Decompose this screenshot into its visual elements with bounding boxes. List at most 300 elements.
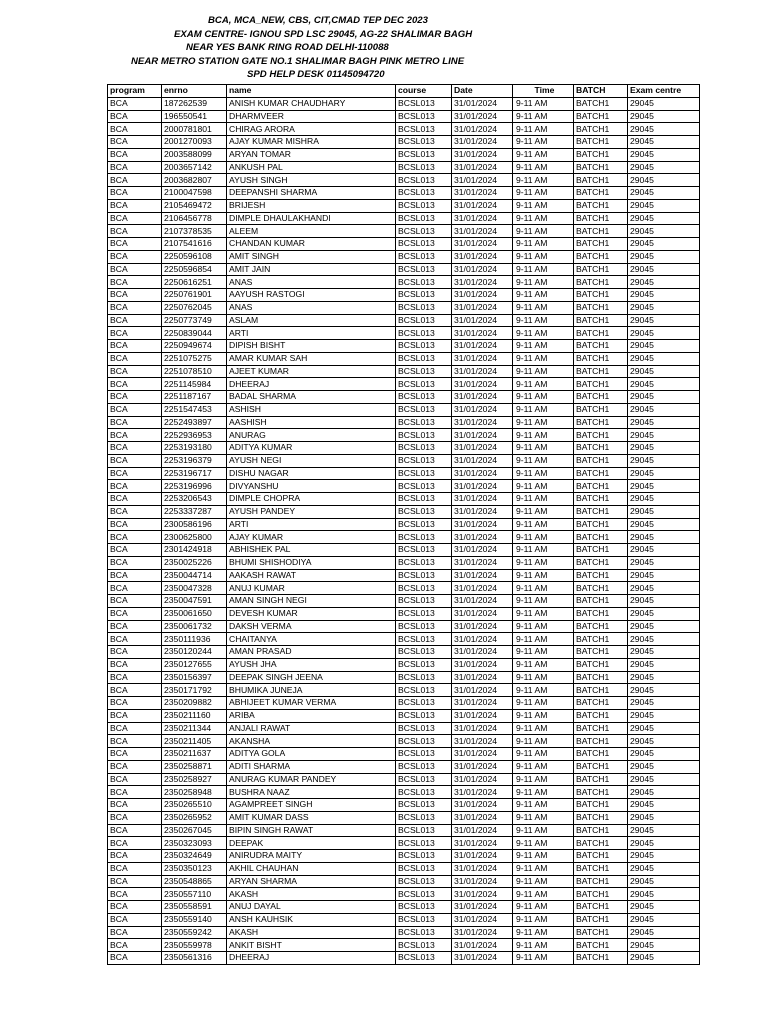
name-cell: AASHISH [227, 416, 396, 429]
program-cell: BCA [108, 607, 162, 620]
time-cell: 9-11 AM [513, 187, 574, 200]
date-cell: 31/01/2024 [452, 289, 513, 302]
name-cell: ANAS [227, 276, 396, 289]
course-cell: BCSL013 [396, 901, 452, 914]
time-cell: 9-11 AM [513, 174, 574, 187]
time-cell: 9-11 AM [513, 199, 574, 212]
time-cell: 9-11 AM [513, 518, 574, 531]
batch-cell: BATCH1 [574, 518, 628, 531]
time-cell: 9-11 AM [513, 939, 574, 952]
program-cell: BCA [108, 684, 162, 697]
date-cell: 31/01/2024 [452, 646, 513, 659]
date-cell: 31/01/2024 [452, 901, 513, 914]
table-row [108, 722, 700, 735]
enrolment-cell: 2250773749 [162, 314, 227, 327]
course-cell: BCSL013 [396, 480, 452, 493]
table-row [108, 862, 700, 875]
table-row [108, 110, 700, 123]
program-cell: BCA [108, 646, 162, 659]
enrolment-cell: 2350323093 [162, 837, 227, 850]
date-cell: 31/01/2024 [452, 442, 513, 455]
date-cell: 31/01/2024 [452, 939, 513, 952]
exam-centre-cell: 29045 [628, 811, 700, 824]
enrolment-cell: 2350047328 [162, 582, 227, 595]
exam-centre-cell: 29045 [628, 901, 700, 914]
course-cell: BCSL013 [396, 748, 452, 761]
date-cell: 31/01/2024 [452, 199, 513, 212]
table-row [108, 569, 700, 582]
column-header: program [108, 85, 162, 98]
date-cell: 31/01/2024 [452, 888, 513, 901]
enrolment-cell: 2300586196 [162, 518, 227, 531]
time-cell: 9-11 AM [513, 671, 574, 684]
enrolment-cell: 2250596108 [162, 250, 227, 263]
enrolment-cell: 2350559242 [162, 926, 227, 939]
time-cell: 9-11 AM [513, 212, 574, 225]
batch-cell: BATCH1 [574, 199, 628, 212]
enrolment-cell: 2350258871 [162, 760, 227, 773]
exam-centre-cell: 29045 [628, 799, 700, 812]
exam-centre-cell: 29045 [628, 148, 700, 161]
exam-centre-cell: 29045 [628, 633, 700, 646]
date-cell: 31/01/2024 [452, 391, 513, 404]
program-cell: BCA [108, 926, 162, 939]
course-cell: BCSL013 [396, 391, 452, 404]
enrolment-cell: 2251075275 [162, 352, 227, 365]
batch-cell: BATCH1 [574, 429, 628, 442]
course-cell: BCSL013 [396, 403, 452, 416]
name-cell: ADITYA GOLA [227, 748, 396, 761]
exam-centre-cell: 29045 [628, 250, 700, 263]
exam-centre-cell: 29045 [628, 913, 700, 926]
enrolment-cell: 2250616251 [162, 276, 227, 289]
name-cell: AMIT JAIN [227, 263, 396, 276]
exam-centre-cell: 29045 [628, 773, 700, 786]
date-cell: 31/01/2024 [452, 429, 513, 442]
enrolment-cell: 2253196996 [162, 480, 227, 493]
batch-cell: BATCH1 [574, 658, 628, 671]
batch-cell: BATCH1 [574, 926, 628, 939]
exam-centre-cell: 29045 [628, 454, 700, 467]
date-cell: 31/01/2024 [452, 263, 513, 276]
program-cell: BCA [108, 391, 162, 404]
time-cell: 9-11 AM [513, 391, 574, 404]
exam-centre-cell: 29045 [628, 518, 700, 531]
time-cell: 9-11 AM [513, 722, 574, 735]
table-row [108, 926, 700, 939]
date-cell: 31/01/2024 [452, 837, 513, 850]
batch-cell: BATCH1 [574, 824, 628, 837]
date-cell: 31/01/2024 [452, 760, 513, 773]
name-cell: AGAMPREET SINGH [227, 799, 396, 812]
time-cell: 9-11 AM [513, 799, 574, 812]
program-cell: BCA [108, 888, 162, 901]
enrolment-cell: 2350557110 [162, 888, 227, 901]
exam-centre-cell: 29045 [628, 174, 700, 187]
exam-centre-cell: 29045 [628, 824, 700, 837]
exam-centre-cell: 29045 [628, 340, 700, 353]
exam-centre-cell: 29045 [628, 327, 700, 340]
name-cell: AKASH [227, 888, 396, 901]
course-cell: BCSL013 [396, 250, 452, 263]
header-title: BCA, MCA_NEW, CBS, CIT,CMAD TEP DEC 2023 [208, 15, 428, 26]
name-cell: ANAS [227, 301, 396, 314]
batch-cell: BATCH1 [574, 722, 628, 735]
course-cell: BCSL013 [396, 926, 452, 939]
enrolment-cell: 2250596854 [162, 263, 227, 276]
program-cell: BCA [108, 735, 162, 748]
table-row [108, 773, 700, 786]
course-cell: BCSL013 [396, 569, 452, 582]
name-cell: ANKUSH PAL [227, 161, 396, 174]
course-cell: BCSL013 [396, 735, 452, 748]
batch-cell: BATCH1 [574, 161, 628, 174]
enrolment-cell: 2350044714 [162, 569, 227, 582]
program-cell: BCA [108, 658, 162, 671]
name-cell: ARYAN SHARMA [227, 875, 396, 888]
course-cell: BCSL013 [396, 123, 452, 136]
date-cell: 31/01/2024 [452, 327, 513, 340]
time-cell: 9-11 AM [513, 314, 574, 327]
program-cell: BCA [108, 493, 162, 506]
table-row [108, 709, 700, 722]
course-cell: BCSL013 [396, 263, 452, 276]
enrolment-cell: 2350324649 [162, 850, 227, 863]
batch-cell: BATCH1 [574, 684, 628, 697]
time-cell: 9-11 AM [513, 620, 574, 633]
date-cell: 31/01/2024 [452, 875, 513, 888]
exam-centre-cell: 29045 [628, 850, 700, 863]
enrolment-cell: 2350211405 [162, 735, 227, 748]
course-cell: BCSL013 [396, 429, 452, 442]
batch-cell: BATCH1 [574, 582, 628, 595]
time-cell: 9-11 AM [513, 748, 574, 761]
batch-cell: BATCH1 [574, 174, 628, 187]
program-cell: BCA [108, 556, 162, 569]
course-cell: BCSL013 [396, 493, 452, 506]
program-cell: BCA [108, 595, 162, 608]
enrolment-cell: 2350267045 [162, 824, 227, 837]
date-cell: 31/01/2024 [452, 786, 513, 799]
exam-centre-cell: 29045 [628, 97, 700, 110]
course-cell: BCSL013 [396, 939, 452, 952]
date-cell: 31/01/2024 [452, 148, 513, 161]
name-cell: BADAL SHARMA [227, 391, 396, 404]
table-row [108, 544, 700, 557]
program-cell: BCA [108, 136, 162, 149]
batch-cell: BATCH1 [574, 544, 628, 557]
date-cell: 31/01/2024 [452, 136, 513, 149]
course-cell: BCSL013 [396, 110, 452, 123]
time-cell: 9-11 AM [513, 480, 574, 493]
time-cell: 9-11 AM [513, 505, 574, 518]
exam-centre-cell: 29045 [628, 429, 700, 442]
exam-centre-cell: 29045 [628, 301, 700, 314]
date-cell: 31/01/2024 [452, 709, 513, 722]
program-cell: BCA [108, 799, 162, 812]
date-cell: 31/01/2024 [452, 633, 513, 646]
exam-centre-cell: 29045 [628, 939, 700, 952]
batch-cell: BATCH1 [574, 187, 628, 200]
batch-cell: BATCH1 [574, 952, 628, 965]
course-cell: BCSL013 [396, 850, 452, 863]
date-cell: 31/01/2024 [452, 582, 513, 595]
course-cell: BCSL013 [396, 760, 452, 773]
batch-cell: BATCH1 [574, 352, 628, 365]
name-cell: ABHISHEK PAL [227, 544, 396, 557]
document-header [0, 14, 768, 82]
program-cell: BCA [108, 760, 162, 773]
exam-centre-cell: 29045 [628, 263, 700, 276]
table-row [108, 786, 700, 799]
course-cell: BCSL013 [396, 799, 452, 812]
program-cell: BCA [108, 238, 162, 251]
program-cell: BCA [108, 263, 162, 276]
table-row [108, 799, 700, 812]
enrolment-cell: 2105469472 [162, 199, 227, 212]
name-cell: ASLAM [227, 314, 396, 327]
name-cell: AKASH [227, 926, 396, 939]
course-cell: BCSL013 [396, 837, 452, 850]
program-cell: BCA [108, 199, 162, 212]
batch-cell: BATCH1 [574, 901, 628, 914]
table-row [108, 646, 700, 659]
date-cell: 31/01/2024 [452, 811, 513, 824]
exam-centre-cell: 29045 [628, 531, 700, 544]
enrolment-cell: 2350025226 [162, 556, 227, 569]
date-cell: 31/01/2024 [452, 123, 513, 136]
course-cell: BCSL013 [396, 352, 452, 365]
enrolment-cell: 2350548865 [162, 875, 227, 888]
course-cell: BCSL013 [396, 136, 452, 149]
exam-centre-cell: 29045 [628, 837, 700, 850]
enrolment-cell: 2250762045 [162, 301, 227, 314]
exam-centre-cell: 29045 [628, 748, 700, 761]
name-cell: AYUSH NEGI [227, 454, 396, 467]
name-cell: CHIRAG ARORA [227, 123, 396, 136]
time-cell: 9-11 AM [513, 595, 574, 608]
program-cell: BCA [108, 467, 162, 480]
course-cell: BCSL013 [396, 658, 452, 671]
course-cell: BCSL013 [396, 684, 452, 697]
table-row [108, 391, 700, 404]
program-cell: BCA [108, 429, 162, 442]
batch-cell: BATCH1 [574, 837, 628, 850]
name-cell: DHEERAJ [227, 952, 396, 965]
name-cell: BUSHRA NAAZ [227, 786, 396, 799]
name-cell: ANURAG KUMAR PANDEY [227, 773, 396, 786]
course-cell: BCSL013 [396, 556, 452, 569]
exam-centre-cell: 29045 [628, 862, 700, 875]
exam-centre-cell: 29045 [628, 735, 700, 748]
program-cell: BCA [108, 582, 162, 595]
course-cell: BCSL013 [396, 327, 452, 340]
batch-cell: BATCH1 [574, 391, 628, 404]
course-cell: BCSL013 [396, 174, 452, 187]
course-cell: BCSL013 [396, 416, 452, 429]
course-cell: BCSL013 [396, 773, 452, 786]
date-cell: 31/01/2024 [452, 850, 513, 863]
table-row [108, 352, 700, 365]
exam-centre-cell: 29045 [628, 722, 700, 735]
enrolment-cell: 2350559978 [162, 939, 227, 952]
exam-centre-cell: 29045 [628, 582, 700, 595]
program-cell: BCA [108, 416, 162, 429]
course-cell: BCSL013 [396, 225, 452, 238]
course-cell: BCSL013 [396, 544, 452, 557]
course-cell: BCSL013 [396, 378, 452, 391]
name-cell: ARTI [227, 327, 396, 340]
column-header: Date [452, 85, 513, 98]
course-cell: BCSL013 [396, 97, 452, 110]
enrolment-cell: 2251145984 [162, 378, 227, 391]
enrolment-cell: 2350561316 [162, 952, 227, 965]
table-row [108, 123, 700, 136]
exam-centre-cell: 29045 [628, 493, 700, 506]
program-cell: BCA [108, 913, 162, 926]
program-cell: BCA [108, 722, 162, 735]
enrolment-cell: 2350258948 [162, 786, 227, 799]
name-cell: AAKASH RAWAT [227, 569, 396, 582]
exam-centre-cell: 29045 [628, 646, 700, 659]
date-cell: 31/01/2024 [452, 480, 513, 493]
time-cell: 9-11 AM [513, 824, 574, 837]
table-row [108, 199, 700, 212]
exam-centre-cell: 29045 [628, 671, 700, 684]
name-cell: ANJALI RAWAT [227, 722, 396, 735]
exam-centre-cell: 29045 [628, 378, 700, 391]
date-cell: 31/01/2024 [452, 467, 513, 480]
course-cell: BCSL013 [396, 148, 452, 161]
table-row [108, 901, 700, 914]
table-row [108, 340, 700, 353]
enrolment-cell: 2350265952 [162, 811, 227, 824]
table-row [108, 454, 700, 467]
course-cell: BCSL013 [396, 697, 452, 710]
enrolment-cell: 2350120244 [162, 646, 227, 659]
time-cell: 9-11 AM [513, 786, 574, 799]
date-cell: 31/01/2024 [452, 493, 513, 506]
name-cell: CHAITANYA [227, 633, 396, 646]
time-cell: 9-11 AM [513, 493, 574, 506]
enrolment-cell: 2106456778 [162, 212, 227, 225]
course-cell: BCSL013 [396, 467, 452, 480]
course-cell: BCSL013 [396, 289, 452, 302]
course-cell: BCSL013 [396, 212, 452, 225]
course-cell: BCSL013 [396, 531, 452, 544]
program-cell: BCA [108, 773, 162, 786]
table-row [108, 582, 700, 595]
exam-centre-cell: 29045 [628, 926, 700, 939]
table-row [108, 671, 700, 684]
program-cell: BCA [108, 850, 162, 863]
course-cell: BCSL013 [396, 620, 452, 633]
name-cell: AAYUSH RASTOGI [227, 289, 396, 302]
date-cell: 31/01/2024 [452, 862, 513, 875]
exam-centre-cell: 29045 [628, 467, 700, 480]
program-cell: BCA [108, 671, 162, 684]
date-cell: 31/01/2024 [452, 416, 513, 429]
table-row [108, 187, 700, 200]
name-cell: ARIBA [227, 709, 396, 722]
table-row [108, 658, 700, 671]
date-cell: 31/01/2024 [452, 403, 513, 416]
time-cell: 9-11 AM [513, 340, 574, 353]
exam-centre-cell: 29045 [628, 875, 700, 888]
enrolment-cell: 2350559140 [162, 913, 227, 926]
name-cell: ANUJ KUMAR [227, 582, 396, 595]
enrolment-cell: 2350111936 [162, 633, 227, 646]
enrolment-cell: 2301424918 [162, 544, 227, 557]
batch-cell: BATCH1 [574, 505, 628, 518]
program-cell: BCA [108, 174, 162, 187]
table-row [108, 952, 700, 965]
exam-centre-cell: 29045 [628, 607, 700, 620]
time-cell: 9-11 AM [513, 607, 574, 620]
enrolment-cell: 187262539 [162, 97, 227, 110]
batch-cell: BATCH1 [574, 735, 628, 748]
name-cell: BHUMI SHISHODIYA [227, 556, 396, 569]
batch-cell: BATCH1 [574, 238, 628, 251]
table-row [108, 174, 700, 187]
date-cell: 31/01/2024 [452, 569, 513, 582]
name-cell: BHUMIKA JUNEJA [227, 684, 396, 697]
program-cell: BCA [108, 289, 162, 302]
program-cell: BCA [108, 187, 162, 200]
batch-cell: BATCH1 [574, 212, 628, 225]
date-cell: 31/01/2024 [452, 773, 513, 786]
exam-centre-cell: 29045 [628, 403, 700, 416]
name-cell: ABHIJEET KUMAR VERMA [227, 697, 396, 710]
table-row [108, 225, 700, 238]
time-cell: 9-11 AM [513, 276, 574, 289]
table-row [108, 735, 700, 748]
column-header: course [396, 85, 452, 98]
program-cell: BCA [108, 403, 162, 416]
course-cell: BCSL013 [396, 340, 452, 353]
table-row [108, 480, 700, 493]
name-cell: ANURAG [227, 429, 396, 442]
batch-cell: BATCH1 [574, 799, 628, 812]
enrolment-cell: 2350127655 [162, 658, 227, 671]
name-cell: CHANDAN KUMAR [227, 238, 396, 251]
course-cell: BCSL013 [396, 786, 452, 799]
table-row [108, 888, 700, 901]
exam-roster-table [107, 84, 700, 965]
exam-centre-cell: 29045 [628, 123, 700, 136]
enrolment-cell: 2253196717 [162, 467, 227, 480]
course-cell: BCSL013 [396, 811, 452, 824]
program-cell: BCA [108, 161, 162, 174]
name-cell: ANUJ DAYAL [227, 901, 396, 914]
batch-cell: BATCH1 [574, 760, 628, 773]
time-cell: 9-11 AM [513, 658, 574, 671]
date-cell: 31/01/2024 [452, 544, 513, 557]
batch-cell: BATCH1 [574, 595, 628, 608]
date-cell: 31/01/2024 [452, 212, 513, 225]
date-cell: 31/01/2024 [452, 595, 513, 608]
program-cell: BCA [108, 212, 162, 225]
program-cell: BCA [108, 301, 162, 314]
batch-cell: BATCH1 [574, 786, 628, 799]
program-cell: BCA [108, 952, 162, 965]
enrolment-cell: 2350209882 [162, 697, 227, 710]
date-cell: 31/01/2024 [452, 174, 513, 187]
batch-cell: BATCH1 [574, 569, 628, 582]
exam-centre-cell: 29045 [628, 161, 700, 174]
course-cell: BCSL013 [396, 314, 452, 327]
table-row [108, 467, 700, 480]
